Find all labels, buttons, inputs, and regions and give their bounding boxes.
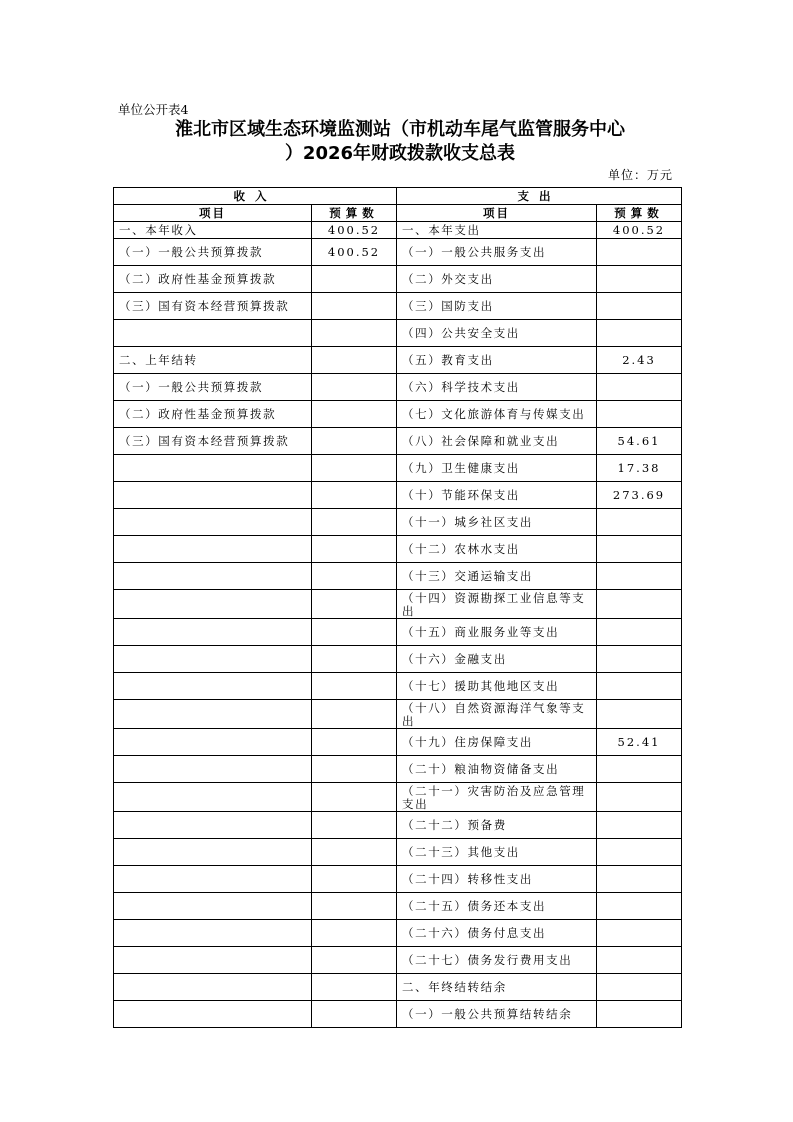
expense-amount-cell	[597, 673, 682, 700]
expense-amount-cell	[597, 974, 682, 1001]
income-item-cell	[114, 947, 312, 974]
income-item-cell: 二、上年结转	[114, 347, 312, 374]
income-amount-cell	[312, 482, 397, 509]
income-amount-cell	[312, 619, 397, 646]
table-row	[114, 893, 682, 920]
income-amount-cell	[312, 563, 397, 590]
income-amount-cell	[312, 812, 397, 839]
expense-item-cell: （六）科学技术支出	[397, 374, 597, 401]
income-amount-cell	[312, 1001, 397, 1028]
expense-item-cell: （十二）农林水支出	[397, 536, 597, 563]
table-row	[114, 673, 682, 700]
income-amount-cell	[312, 646, 397, 673]
income-item-cell: （三）国有资本经营预算拨款	[114, 293, 312, 320]
income-item-cell	[114, 756, 312, 783]
income-item-cell	[114, 783, 312, 812]
income-item-header: 项目	[114, 205, 312, 222]
income-amount-cell: 400.52	[312, 222, 397, 239]
expense-item-cell: 一、本年支出	[397, 222, 597, 239]
table-row	[114, 239, 682, 266]
expense-amount-cell	[597, 646, 682, 673]
table-row	[114, 428, 682, 455]
table-row	[114, 866, 682, 893]
table-row	[114, 482, 682, 509]
table-row	[114, 536, 682, 563]
income-amount-cell	[312, 974, 397, 1001]
expense-item-cell: （八）社会保障和就业支出	[397, 428, 597, 455]
expense-item-cell: （三）国防支出	[397, 293, 597, 320]
expense-amount-cell	[597, 839, 682, 866]
income-amount-cell	[312, 839, 397, 866]
income-amount-cell	[312, 266, 397, 293]
expense-header: 支出	[397, 188, 682, 205]
expense-item-cell: （一）一般公共预算结转结余	[397, 1001, 597, 1028]
table-row	[114, 374, 682, 401]
page-title-line1: 淮北市区域生态环境监测站（市机动车尾气监管服务中心	[175, 119, 625, 140]
expense-item-cell: （四）公共安全支出	[397, 320, 597, 347]
income-item-cell: 一、本年收入	[114, 222, 312, 239]
table-row	[114, 509, 682, 536]
expense-item-cell: （二十二）预备费	[397, 812, 597, 839]
expense-item-cell: （二）外交支出	[397, 266, 597, 293]
expense-item-cell: （五）教育支出	[397, 347, 597, 374]
income-item-cell	[114, 320, 312, 347]
expense-budget-header: 预算数	[597, 205, 682, 222]
expense-item-cell: （二十五）债务还本支出	[397, 893, 597, 920]
income-item-cell	[114, 729, 312, 756]
expense-item-cell: （十七）援助其他地区支出	[397, 673, 597, 700]
expense-item-cell: 二、年终结转结余	[397, 974, 597, 1001]
income-item-cell	[114, 619, 312, 646]
expense-item-cell: （十六）金融支出	[397, 646, 597, 673]
income-item-cell: （一）一般公共预算拨款	[114, 374, 312, 401]
table-row	[114, 293, 682, 320]
income-item-cell	[114, 866, 312, 893]
table-row	[114, 590, 682, 619]
income-item-cell: （一）一般公共预算拨款	[114, 239, 312, 266]
income-item-cell: （三）国有资本经营预算拨款	[114, 428, 312, 455]
income-item-cell	[114, 646, 312, 673]
table-row	[114, 729, 682, 756]
income-amount-cell	[312, 700, 397, 729]
expense-item-cell: （七）文化旅游体育与传媒支出	[397, 401, 597, 428]
income-amount-cell	[312, 783, 397, 812]
expense-amount-cell	[597, 563, 682, 590]
expense-amount-cell	[597, 619, 682, 646]
income-amount-cell	[312, 320, 397, 347]
income-item-cell	[114, 974, 312, 1001]
budget-table	[113, 187, 682, 1028]
table-row	[114, 646, 682, 673]
expense-item-cell: （一）一般公共服务支出	[397, 239, 597, 266]
expense-amount-cell	[597, 866, 682, 893]
income-item-cell	[114, 920, 312, 947]
expense-amount-cell: 54.61	[597, 428, 682, 455]
income-item-cell	[114, 563, 312, 590]
income-item-cell	[114, 839, 312, 866]
income-amount-cell	[312, 293, 397, 320]
expense-amount-cell	[597, 812, 682, 839]
page-title-line2: ）2026年财政拨款收支总表	[284, 143, 516, 164]
table-row	[114, 1001, 682, 1028]
expense-amount-cell	[597, 509, 682, 536]
income-item-cell	[114, 700, 312, 729]
table-row	[114, 222, 682, 239]
expense-amount-cell	[597, 320, 682, 347]
table-row	[114, 401, 682, 428]
table-row	[114, 266, 682, 293]
expense-item-cell: （十九）住房保障支出	[397, 729, 597, 756]
income-amount-cell	[312, 455, 397, 482]
table-row	[114, 974, 682, 1001]
table-row	[114, 347, 682, 374]
table-row	[114, 455, 682, 482]
expense-amount-cell	[597, 374, 682, 401]
income-amount-cell	[312, 920, 397, 947]
table-row	[114, 756, 682, 783]
unit-label: 单位：万元	[608, 168, 674, 182]
income-item-cell	[114, 455, 312, 482]
expense-item-cell: （十四）资源勘探工业信息等支出	[397, 590, 597, 619]
expense-item-cell: （十一）城乡社区支出	[397, 509, 597, 536]
income-amount-cell	[312, 374, 397, 401]
income-amount-cell	[312, 590, 397, 619]
income-amount-cell: 400.52	[312, 239, 397, 266]
expense-amount-cell	[597, 293, 682, 320]
expense-amount-cell: 2.43	[597, 347, 682, 374]
income-item-cell	[114, 812, 312, 839]
expense-amount-cell	[597, 590, 682, 619]
income-amount-cell	[312, 756, 397, 783]
expense-amount-cell	[597, 783, 682, 812]
table-row	[114, 920, 682, 947]
expense-amount-cell	[597, 536, 682, 563]
expense-item-cell: （十八）自然资源海洋气象等支出	[397, 700, 597, 729]
form-number: 单位公开表4	[118, 102, 189, 117]
expense-item-cell: （二十四）转移性支出	[397, 866, 597, 893]
expense-amount-cell	[597, 1001, 682, 1028]
income-amount-cell	[312, 536, 397, 563]
income-item-cell	[114, 509, 312, 536]
income-amount-cell	[312, 347, 397, 374]
income-item-cell	[114, 482, 312, 509]
expense-item-cell: （十五）商业服务业等支出	[397, 619, 597, 646]
income-amount-cell	[312, 673, 397, 700]
expense-item-cell: （十）节能环保支出	[397, 482, 597, 509]
expense-amount-cell	[597, 893, 682, 920]
income-item-cell	[114, 536, 312, 563]
table-row	[114, 839, 682, 866]
expense-amount-cell	[597, 700, 682, 729]
expense-amount-cell	[597, 920, 682, 947]
table-row	[114, 320, 682, 347]
expense-item-cell: （二十）粮油物资储备支出	[397, 756, 597, 783]
income-amount-cell	[312, 893, 397, 920]
income-amount-cell	[312, 428, 397, 455]
expense-amount-cell: 52.41	[597, 729, 682, 756]
income-amount-cell	[312, 401, 397, 428]
expense-item-cell: （二十三）其他支出	[397, 839, 597, 866]
table-row	[114, 783, 682, 812]
income-item-cell: （二）政府性基金预算拨款	[114, 266, 312, 293]
expense-item-cell: （九）卫生健康支出	[397, 455, 597, 482]
expense-amount-cell: 400.52	[597, 222, 682, 239]
income-item-cell: （二）政府性基金预算拨款	[114, 401, 312, 428]
income-item-cell	[114, 673, 312, 700]
income-budget-header: 预算数	[312, 205, 397, 222]
table-row	[114, 619, 682, 646]
expense-item-cell: （二十一）灾害防治及应急管理支出	[397, 783, 597, 812]
expense-amount-cell	[597, 266, 682, 293]
expense-amount-cell: 17.38	[597, 455, 682, 482]
expense-item-header: 项目	[397, 205, 597, 222]
table-row	[114, 812, 682, 839]
income-amount-cell	[312, 947, 397, 974]
income-item-cell	[114, 590, 312, 619]
expense-amount-cell	[597, 401, 682, 428]
expense-item-cell: （二十七）债务发行费用支出	[397, 947, 597, 974]
expense-item-cell: （二十六）债务付息支出	[397, 920, 597, 947]
income-item-cell	[114, 1001, 312, 1028]
expense-amount-cell	[597, 947, 682, 974]
table-row	[114, 563, 682, 590]
expense-amount-cell	[597, 239, 682, 266]
income-amount-cell	[312, 729, 397, 756]
income-amount-cell	[312, 509, 397, 536]
table-row	[114, 700, 682, 729]
expense-amount-cell: 273.69	[597, 482, 682, 509]
income-item-cell	[114, 893, 312, 920]
income-amount-cell	[312, 866, 397, 893]
expense-item-cell: （十三）交通运输支出	[397, 563, 597, 590]
expense-amount-cell	[597, 756, 682, 783]
table-row	[114, 947, 682, 974]
income-header: 收入	[114, 188, 397, 205]
